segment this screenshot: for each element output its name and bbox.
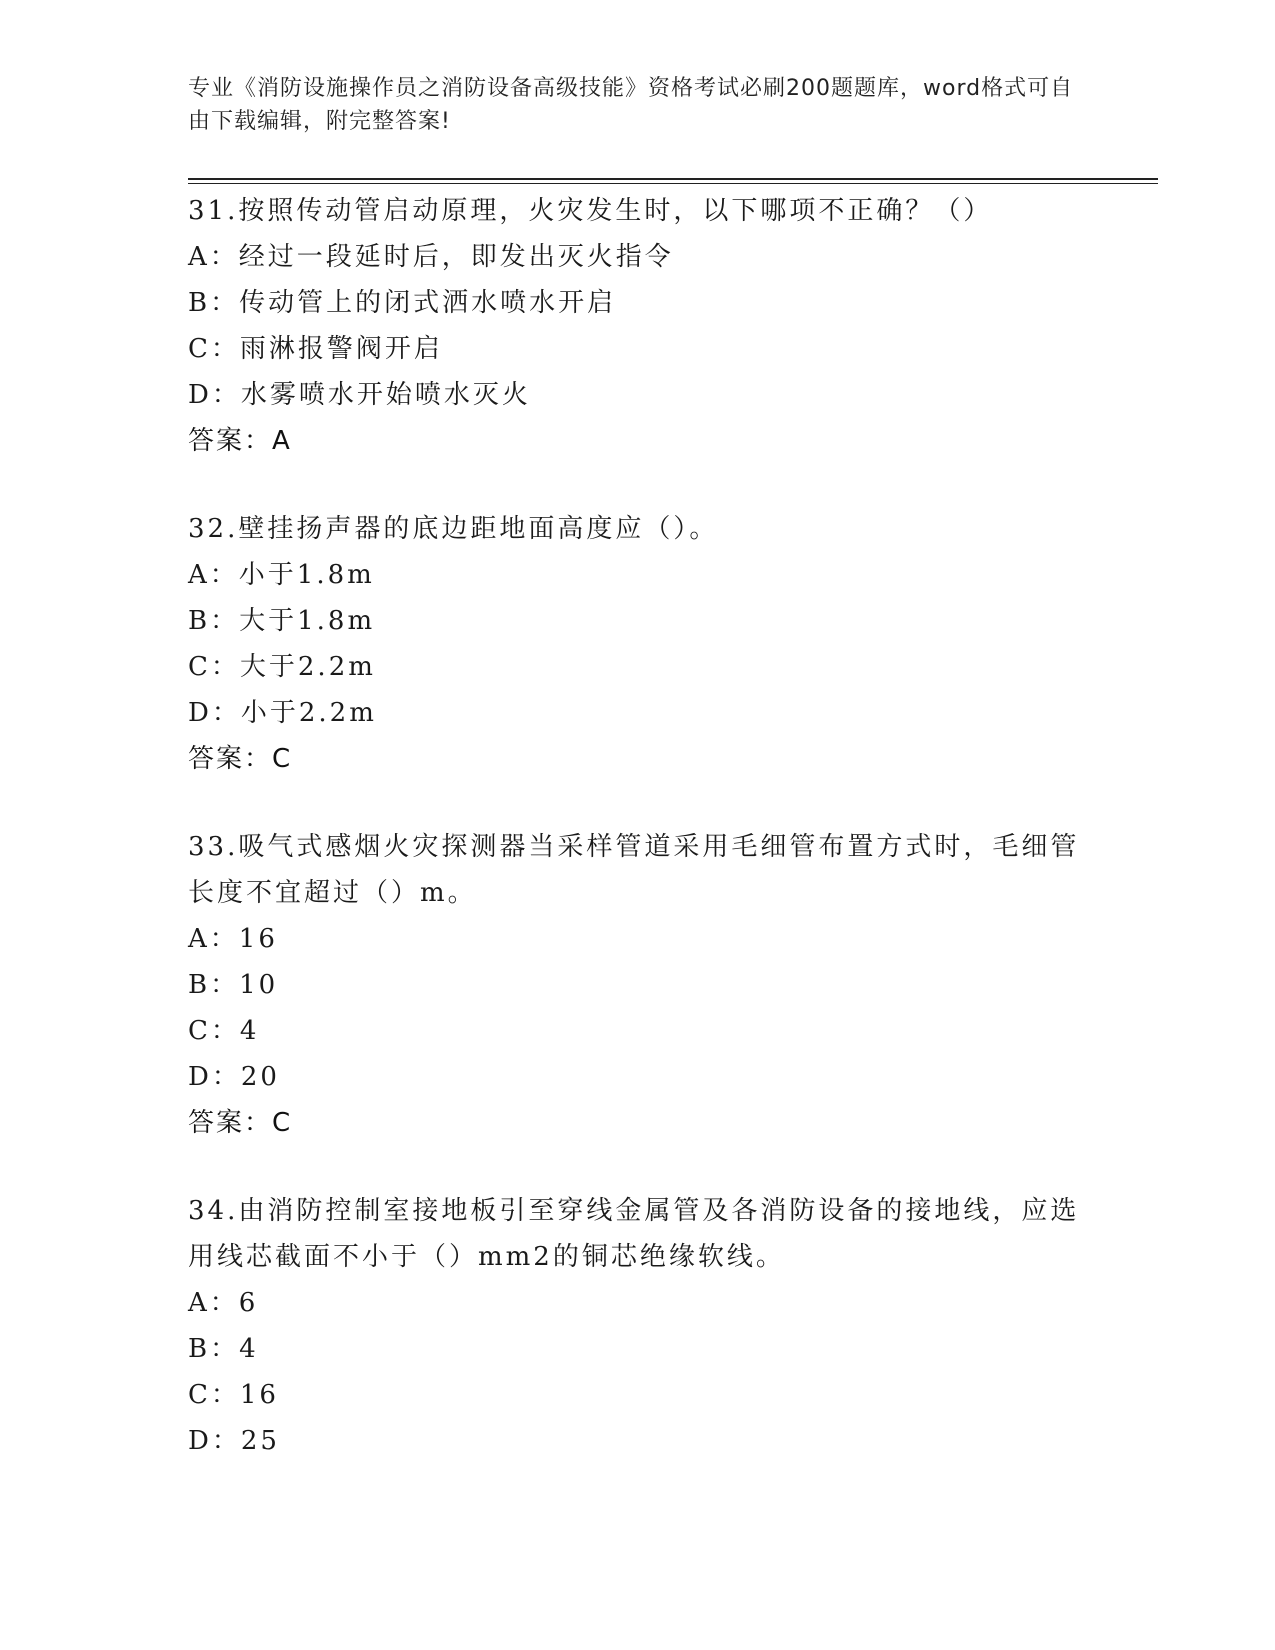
option-c: C：大于2.2m	[188, 652, 376, 682]
option-a: A：小于1.8m	[188, 560, 375, 590]
header-divider	[188, 178, 1158, 184]
option-c: C：4	[188, 1016, 260, 1046]
question-stem: 34.由消防控制室接地板引至穿线金属管及各消防设备的接地线，应选用线芯截面不小于（）mm2的铜芯绝缘软线。	[188, 1196, 1080, 1272]
question-33	[188, 824, 1088, 1146]
option-a: A：16	[188, 924, 278, 954]
option-d: D：水雾喷水开始喷水灭火	[188, 380, 531, 410]
option-b: B：大于1.8m	[188, 606, 376, 636]
document-header: 专业《消防设施操作员之消防设备高级技能》资格考试必刷200题题库，word格式可自由下载编辑，附完整答案!	[188, 76, 1074, 134]
question-list	[188, 188, 1088, 1506]
option-c: C：16	[188, 1380, 279, 1410]
divider-line-thick	[188, 178, 1158, 180]
answer-line: 答案：C	[188, 1108, 293, 1138]
option-b: B：4	[188, 1334, 259, 1364]
question-34	[188, 1188, 1088, 1464]
option-d: D：20	[188, 1062, 280, 1092]
option-d: D：25	[188, 1426, 280, 1456]
answer-line: 答案：C	[188, 744, 293, 774]
option-a: A：6	[188, 1288, 259, 1318]
question-stem: 32.壁挂扬声器的底边距地面高度应（）。	[188, 514, 719, 544]
divider-line-thin	[188, 183, 1158, 184]
option-c: C：雨淋报警阀开启	[188, 334, 443, 364]
option-a: A：经过一段延时后，即发出灭火指令	[188, 242, 674, 272]
option-d: D：小于2.2m	[188, 698, 377, 728]
option-b: B：传动管上的闭式洒水喷水开启	[188, 288, 617, 318]
option-b: B：10	[188, 970, 279, 1000]
question-31	[188, 188, 1088, 464]
answer-line: 答案：A	[188, 426, 292, 456]
question-stem: 33.吸气式感烟火灾探测器当采样管道采用毛细管布置方式时，毛细管长度不宜超过（）m。	[188, 832, 1080, 908]
question-stem: 31.按照传动管启动原理，火灾发生时，以下哪项不正确？（）	[188, 196, 993, 226]
question-32	[188, 506, 1088, 782]
